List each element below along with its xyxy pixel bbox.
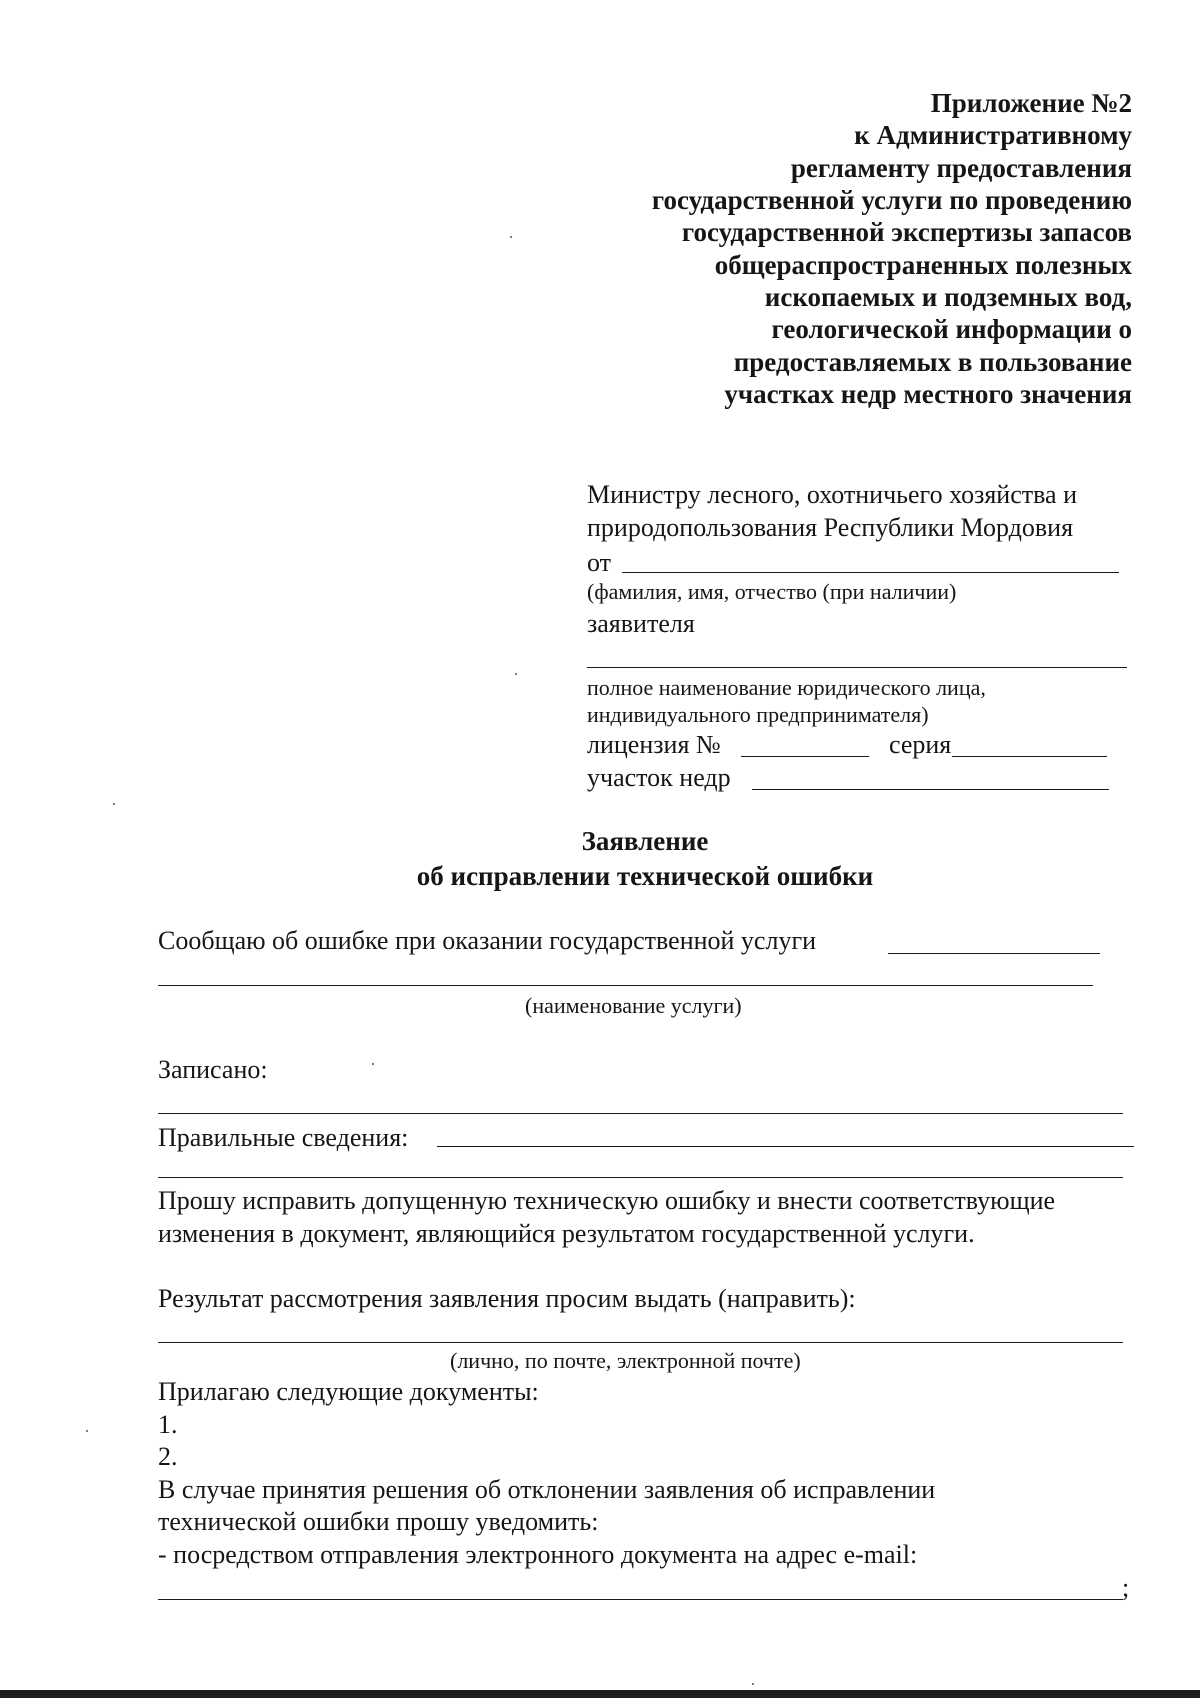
applicant-label: заявителя (587, 609, 695, 638)
request-text-line: изменения в документ, являющийся результатом государственной услуги. (158, 1219, 975, 1248)
license-label: лицензия № (587, 730, 721, 759)
from-label: от (587, 548, 612, 577)
result-delivery-blank[interactable] (158, 1342, 1123, 1343)
appendix-line: Приложение №2 (930, 88, 1132, 118)
appendix-line: к Административному (854, 120, 1132, 150)
from-blank-line[interactable] (622, 572, 1119, 573)
correct-info-label: Правильные сведения: (158, 1123, 409, 1152)
service-blank-short[interactable] (888, 953, 1100, 954)
email-line-end: ; (1122, 1573, 1130, 1602)
fio-caption: (фамилия, имя, отчество (при наличии) (587, 579, 957, 604)
applicant-blank-line[interactable] (587, 667, 1127, 668)
service-blank-line[interactable] (158, 985, 1093, 986)
document-title: Заявление (581, 826, 709, 856)
appendix-line: участках недр местного значения (724, 379, 1132, 409)
report-error-text: Сообщаю об ошибке при оказании государственной услуги (158, 926, 817, 955)
scan-speck (510, 236, 512, 238)
subsoil-plot-label: участок недр (587, 763, 731, 792)
appendix-line: общераспространенных полезных (714, 250, 1132, 280)
addressee-line: природопользования Республики Мордовия (587, 513, 1074, 542)
delivery-caption: (лично, по почте, электронной почте) (450, 1348, 801, 1373)
result-delivery-label: Результат рассмотрения заявления просим выдать (направить): (158, 1284, 856, 1313)
rejection-text-line: В случае принятия решения об отклонении заявления об исправлении (158, 1475, 936, 1504)
appendix-line: государственной услуги по проведению (651, 185, 1132, 215)
attachments-label: Прилагаю следующие документы: (158, 1377, 539, 1406)
correct-info-blank[interactable] (437, 1146, 1134, 1147)
appendix-line: предоставляемых в пользование (733, 347, 1132, 377)
scan-bottom-edge (0, 1690, 1200, 1698)
scan-speck (86, 1430, 88, 1432)
subsoil-plot-blank[interactable] (752, 789, 1109, 790)
scan-speck (113, 803, 115, 805)
series-blank[interactable] (952, 756, 1107, 757)
addressee-line: Министру лесного, охотничьего хозяйства и (587, 480, 1078, 509)
legal-entity-caption: индивидуального предпринимателя) (587, 702, 929, 727)
license-number-blank[interactable] (741, 756, 869, 757)
rejection-text-line: технической ошибки прошу уведомить: (158, 1507, 599, 1536)
scan-speck (752, 1683, 754, 1685)
attachment-item: 2. (158, 1442, 178, 1471)
scan-speck (515, 673, 517, 675)
email-notify-label: - посредством отправления электронного документа на адрес e-mail: (158, 1540, 918, 1569)
appendix-line: государственной экспертизы запасов (681, 217, 1132, 247)
appendix-line: регламенту предоставления (790, 153, 1132, 183)
appendix-line: геологической информации о (771, 314, 1132, 344)
recorded-label: Записано: (158, 1055, 268, 1084)
legal-entity-caption: полное наименование юридического лица, (587, 675, 986, 700)
recorded-blank-line[interactable] (158, 1113, 1123, 1114)
attachment-item: 1. (158, 1410, 178, 1439)
series-label: серия (889, 730, 952, 759)
correct-info-blank-2[interactable] (158, 1177, 1123, 1178)
document-subtitle: об исправлении технической ошибки (416, 861, 874, 891)
email-blank-line[interactable] (158, 1599, 1123, 1600)
service-caption: (наименование услуги) (525, 993, 742, 1018)
request-text-line: Прошу исправить допущенную техническую ошибку и внести соответствующие (158, 1186, 1056, 1215)
scan-speck (372, 1063, 374, 1065)
appendix-line: ископаемых и подземных вод, (764, 282, 1132, 312)
